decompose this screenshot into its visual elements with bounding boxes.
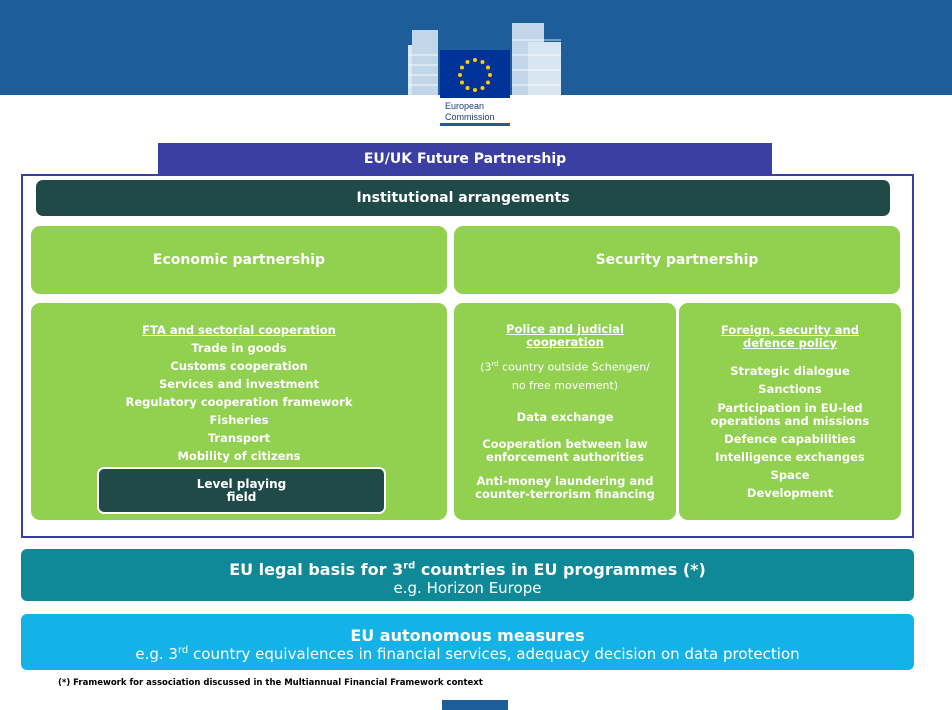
police-item-data-exchange: Data exchange — [516, 409, 614, 424]
foreign-heading-line2: defence policy — [743, 336, 837, 350]
police-note: (3rd country outside Schengen/ no free movement) — [480, 360, 650, 392]
fta-item: Mobility of citizens — [177, 449, 301, 463]
fta-item: Services and investment — [158, 377, 320, 391]
fta-item: Trade in goods — [191, 341, 287, 355]
police-note-line2: no free movement) — [511, 378, 619, 392]
level-playing-line1: Level playing — [196, 476, 287, 491]
security-partnership: Security partnership — [454, 226, 900, 294]
foreign-item: Space — [770, 468, 810, 482]
autonomous-measures-bar — [21, 614, 914, 670]
police-box — [454, 303, 676, 520]
foreign-item-participation: Participation in EU-led operations and missions — [710, 401, 870, 428]
foreign-heading-line1: Foreign, security and — [721, 323, 859, 337]
foreign-item: Strategic dialogue — [730, 364, 850, 378]
police-item-cooperation: Cooperation between law enforcement authorities — [482, 436, 648, 464]
org-name-line2: Commission — [445, 112, 495, 122]
fta-item: Transport — [207, 431, 271, 445]
european-commission-logo — [408, 20, 561, 128]
diagram-title: EU/UK Future Partnership — [158, 143, 772, 174]
foreign-item: Intelligence exchanges — [715, 450, 865, 464]
legal-basis-bar — [21, 549, 914, 601]
foreign-item: Sanctions — [758, 382, 822, 396]
institutional-arrangements: Institutional arrangements — [36, 180, 890, 216]
foreign-item: Defence capabilities — [724, 432, 856, 446]
footnote: (*) Framework for association discussed in the Multiannual Financial Framework context — [58, 678, 483, 688]
autonomous-title: EU autonomous measures — [350, 626, 585, 645]
economic-partnership: Economic partnership — [31, 226, 447, 294]
fta-heading: FTA and sectorial cooperation — [142, 323, 336, 337]
police-heading-line1: Police and judicial — [506, 322, 624, 336]
police-item-aml: Anti-money laundering and counter-terrorism financing — [475, 473, 655, 501]
foreign-box — [679, 303, 901, 520]
fta-item: Regulatory cooperation framework — [125, 395, 353, 409]
autonomous-example: e.g. 3rd country equivalences in financial services, adequacy decision on data protection — [135, 645, 800, 663]
legal-basis-title: EU legal basis for 3rd countries in EU programmes (*) — [229, 560, 706, 579]
foreign-item: Development — [746, 486, 834, 500]
legal-basis-example: e.g. Horizon Europe — [393, 579, 542, 597]
level-playing-field — [97, 467, 386, 514]
org-name-line1: European — [445, 101, 485, 111]
bottom-tab — [442, 700, 508, 710]
level-playing-line2: field — [226, 489, 257, 504]
fta-item: Customs cooperation — [170, 359, 308, 373]
fta-item: Fisheries — [209, 413, 269, 427]
police-heading-line2: cooperation — [526, 335, 604, 349]
